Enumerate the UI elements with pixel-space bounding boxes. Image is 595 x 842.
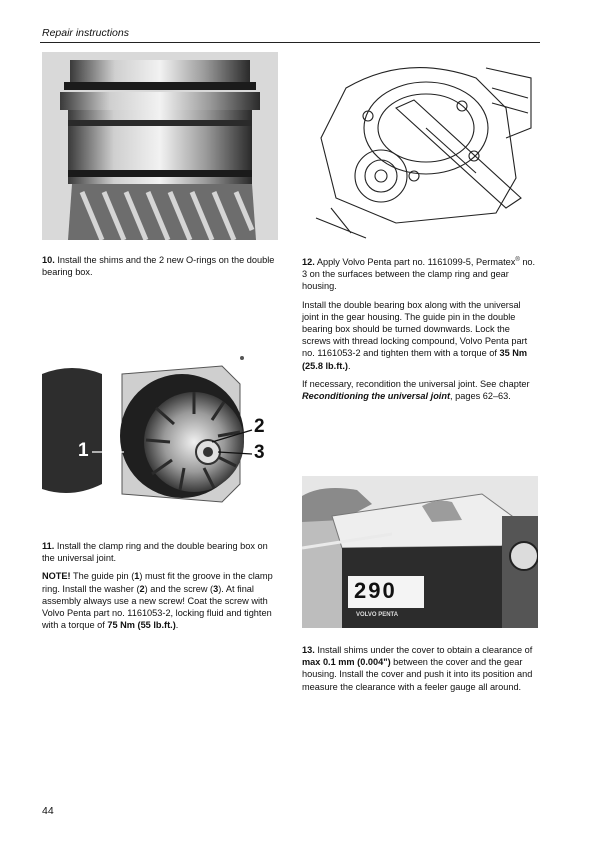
step-number: 12. — [302, 257, 315, 268]
note-label: NOTE! — [42, 571, 71, 582]
engine-brand-label: VOLVO PENTA — [356, 612, 399, 618]
note-text: The guide pin ( — [70, 571, 135, 582]
step-number: 11. — [42, 541, 55, 551]
step-11 — [42, 540, 278, 637]
ref-washer: 2 — [139, 583, 145, 594]
header-divider — [40, 42, 540, 43]
torque-value: 35 Nm (25.8 lb.ft.) — [302, 348, 528, 371]
step-text: Install the shims and the 2 new O-rings on the double bearing box. — [42, 255, 275, 278]
page-number: 44 — [42, 805, 54, 817]
note-text: ). At final assembly always use a new screw! Coat the screw with Volvo Penta part no. 1161053-2, locking fluid and tighten with a torque of — [42, 583, 272, 631]
callout-washer: 2 — [254, 416, 265, 437]
callout-guide-pin: 1 — [78, 440, 89, 461]
step-12 — [302, 254, 538, 408]
punctuation: . — [347, 360, 351, 371]
section-title: Repair instructions — [42, 27, 129, 39]
photo-feeler-gauge-measurement — [302, 476, 538, 628]
step-text: Install the clamp ring and the double bearing box on the universal joint. — [42, 541, 268, 564]
ref-screw: 3 — [213, 583, 219, 594]
note-text: ) must fit the groove in the clamp ring. Install the washer ( — [42, 571, 273, 594]
ref-guide-pin: 1 — [134, 571, 140, 582]
step-text: no. 3 on the surfaces between the clamp ring and gear housing. — [302, 257, 536, 292]
step-text: Apply Volvo Penta part no. 1161099-5, Permatex — [314, 257, 516, 268]
engine-model-label: 290 — [354, 578, 397, 603]
photo-clamp-ring-bearing-box — [42, 344, 278, 508]
registered-mark: ® — [515, 257, 520, 263]
step-text: Install the double bearing box along with the universal joint in the gear housing. The guide pin in the double bearing box should be turned downwards. Lock the screws with thread locking compound, Volvo Penta part no. 1161053-2 and tighten them with a torque of — [302, 299, 528, 359]
step-number: 10. — [42, 255, 55, 265]
step-text: If necessary, recondition the universal joint. See chapter — [302, 378, 530, 389]
callout-screw: 3 — [254, 442, 265, 463]
clearance-value: max 0.1 mm (0.004") — [302, 657, 391, 668]
step-13 — [302, 644, 538, 699]
illustration-gear-housing — [306, 48, 534, 244]
chapter-reference: Reconditioning the universal joint — [302, 391, 451, 402]
photo-bearing-box-shims — [42, 52, 278, 240]
step-number: 13. — [302, 645, 315, 655]
punctuation: . — [175, 620, 179, 631]
step-text: , pages 62–63. — [450, 391, 511, 402]
torque-value: 75 Nm (55 lb.ft.) — [107, 620, 176, 631]
step-10 — [42, 254, 278, 284]
note-text: ) and the screw ( — [144, 583, 214, 594]
step-text: Install shims under the cover to obtain a clearance of — [314, 645, 533, 655]
step-text: between the cover and the gear housing. Install the cover and push it into its position and measure the clearance with a feeler gauge all around. — [302, 657, 533, 692]
